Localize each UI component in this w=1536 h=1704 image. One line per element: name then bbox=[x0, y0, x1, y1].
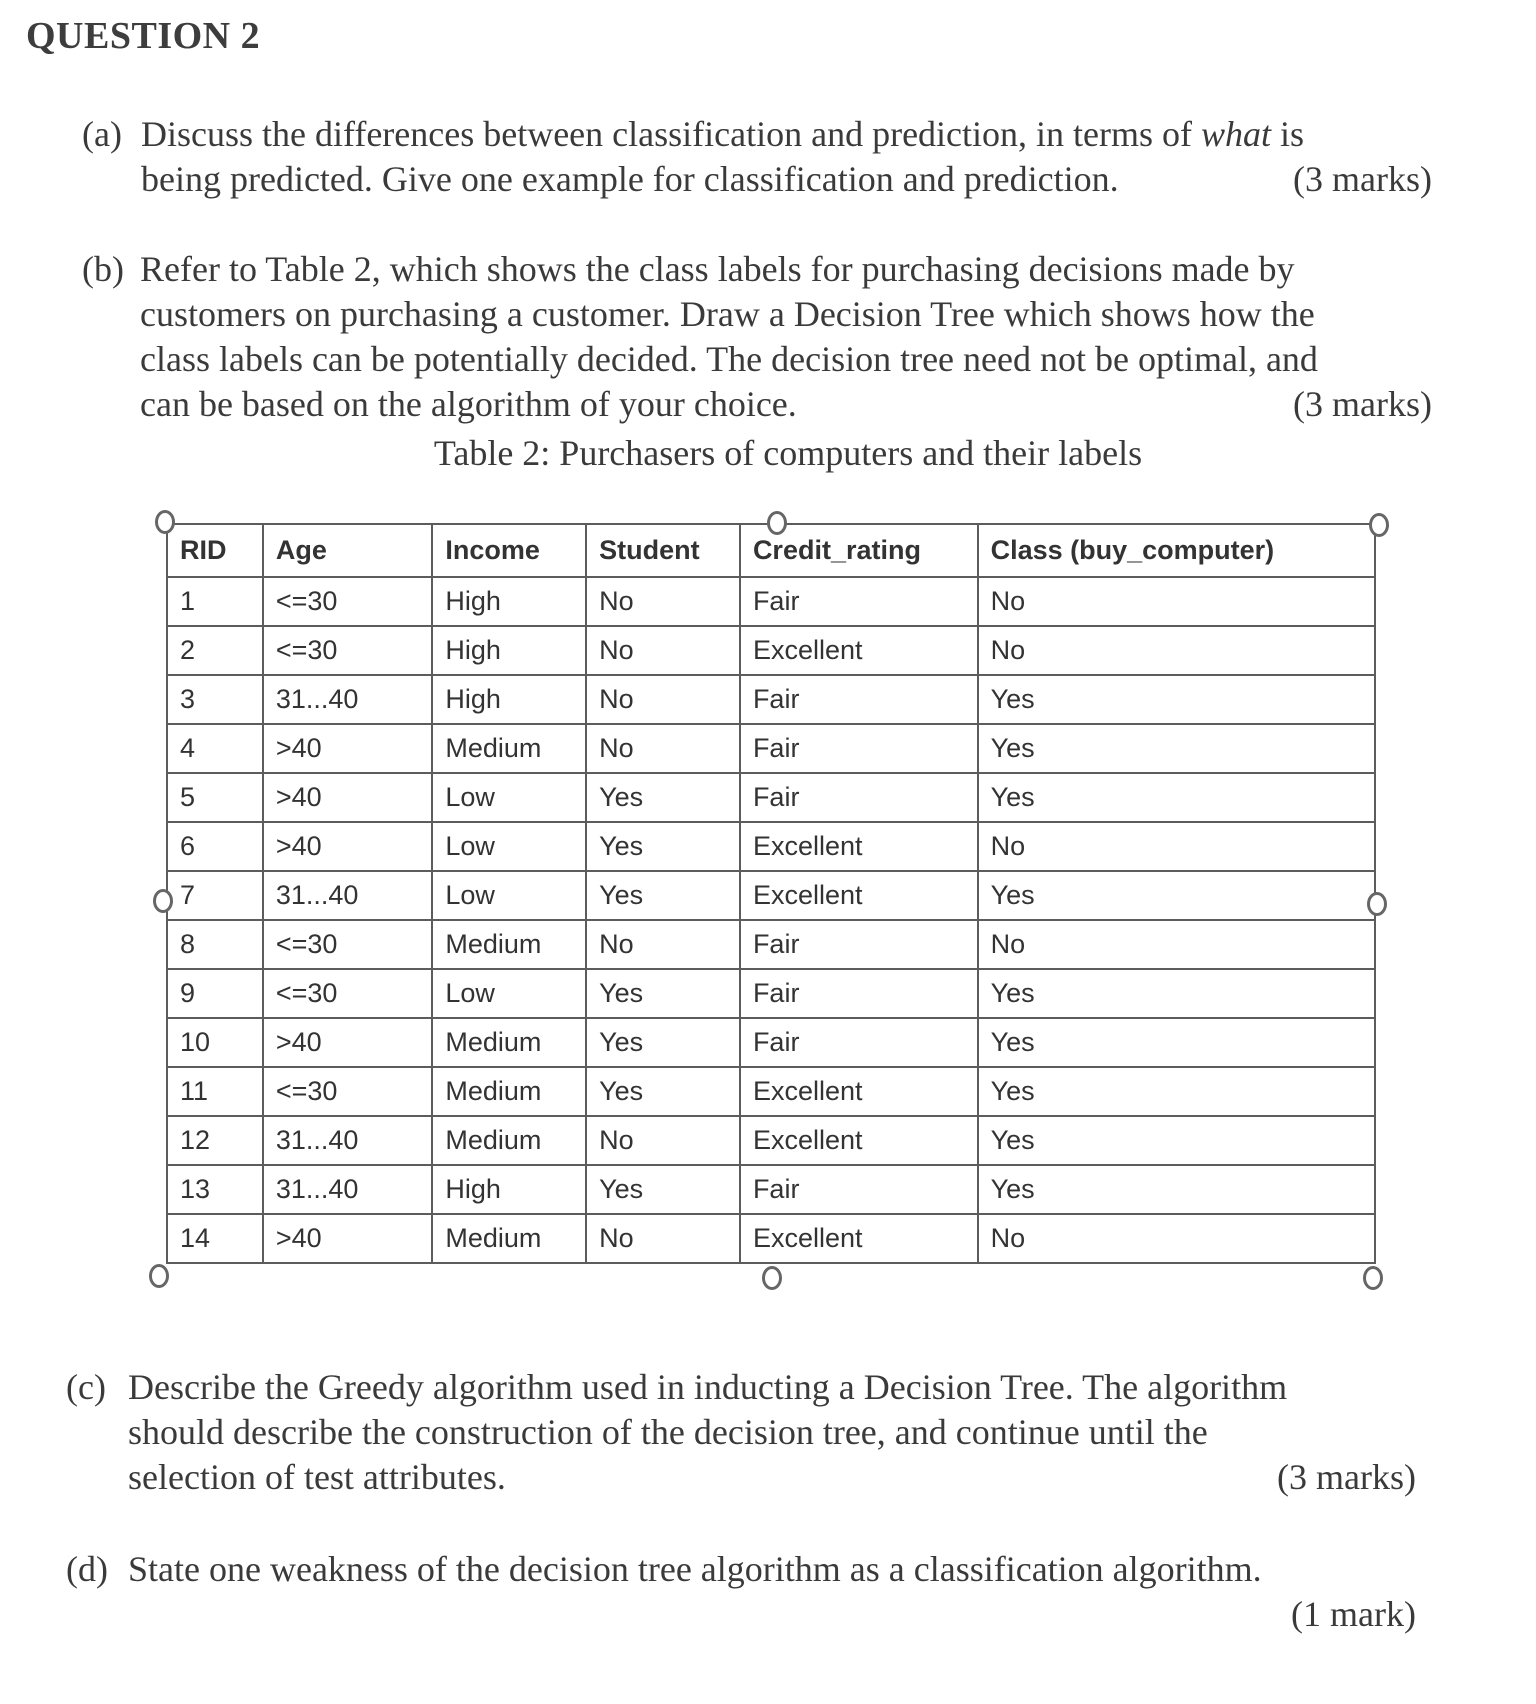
table-cell: <=30 bbox=[263, 626, 433, 675]
table-cell: Yes bbox=[586, 871, 740, 920]
table-cell: Excellent bbox=[740, 626, 978, 675]
table-row bbox=[167, 1067, 1375, 1116]
table-cell: Low bbox=[432, 871, 586, 920]
question-a-text-2: being predicted. Give one example for classification and prediction. bbox=[141, 159, 1119, 199]
table-cell: 31...40 bbox=[263, 1116, 433, 1165]
table-cell: Medium bbox=[432, 724, 586, 773]
table-cell: Low bbox=[432, 773, 586, 822]
table-cell: Yes bbox=[978, 1067, 1375, 1116]
table-cell: 12 bbox=[167, 1116, 263, 1165]
table-cell: High bbox=[432, 626, 586, 675]
table-cell: No bbox=[978, 920, 1375, 969]
question-b-line-3: class labels can be potentially decided. The decision tree need not be optimal, and bbox=[140, 339, 1318, 379]
table-cell: Excellent bbox=[740, 822, 978, 871]
table-cell: Yes bbox=[586, 1067, 740, 1116]
table-row bbox=[167, 773, 1375, 822]
table-cell: Yes bbox=[978, 871, 1375, 920]
resize-handle-middle-left[interactable] bbox=[153, 889, 173, 913]
table-cell: >40 bbox=[263, 1018, 433, 1067]
table-cell: Yes bbox=[978, 675, 1375, 724]
table-cell: Yes bbox=[978, 969, 1375, 1018]
table-row bbox=[167, 724, 1375, 773]
table-cell: Yes bbox=[978, 724, 1375, 773]
question-a bbox=[82, 112, 1432, 202]
table-cell: No bbox=[978, 626, 1375, 675]
table-cell: 5 bbox=[167, 773, 263, 822]
question-a-text-1-tail: is bbox=[1271, 114, 1305, 154]
table-cell: Fair bbox=[740, 724, 978, 773]
table-cell: No bbox=[586, 920, 740, 969]
table-cell: No bbox=[586, 724, 740, 773]
table-cell: Medium bbox=[432, 1214, 586, 1263]
question-b-label: (b) bbox=[82, 249, 124, 289]
column-header: RID bbox=[167, 524, 263, 577]
table-cell: High bbox=[432, 577, 586, 626]
table-cell: No bbox=[586, 1116, 740, 1165]
question-c-marks: (3 marks) bbox=[1277, 1457, 1416, 1497]
table-cell: 1 bbox=[167, 577, 263, 626]
table-cell: 11 bbox=[167, 1067, 263, 1116]
question-a-line-2 bbox=[141, 157, 1432, 202]
column-header: Class (buy_computer) bbox=[978, 524, 1375, 577]
table-row bbox=[167, 1018, 1375, 1067]
table-row bbox=[167, 626, 1375, 675]
column-header: Income bbox=[432, 524, 586, 577]
table-cell: Low bbox=[432, 822, 586, 871]
table-cell: No bbox=[978, 1214, 1375, 1263]
table-cell: Yes bbox=[978, 1018, 1375, 1067]
table-cell: 9 bbox=[167, 969, 263, 1018]
table-cell: 7 bbox=[167, 871, 263, 920]
table-cell: Excellent bbox=[740, 1067, 978, 1116]
question-b-line-4 bbox=[140, 382, 1432, 427]
table-cell: High bbox=[432, 1165, 586, 1214]
table-cell: <=30 bbox=[263, 920, 433, 969]
table-cell: >40 bbox=[263, 773, 433, 822]
question-a-label: (a) bbox=[82, 114, 122, 154]
resize-handle-bottom-center[interactable] bbox=[762, 1266, 782, 1290]
question-a-emphasis: what bbox=[1201, 114, 1272, 154]
table-row bbox=[167, 822, 1375, 871]
table-cell: Excellent bbox=[740, 1214, 978, 1263]
table-cell: Yes bbox=[978, 773, 1375, 822]
table-cell: No bbox=[586, 577, 740, 626]
purchasers-table-container[interactable] bbox=[166, 523, 1376, 1264]
question-c-line-1: Describe the Greedy algorithm used in inducting a Decision Tree. The algorithm bbox=[128, 1367, 1288, 1407]
table-cell: Fair bbox=[740, 1018, 978, 1067]
table-caption: Table 2: Purchasers of computers and their labels bbox=[433, 433, 1143, 473]
resize-handle-top-left[interactable] bbox=[155, 510, 175, 534]
table-row bbox=[167, 920, 1375, 969]
question-d bbox=[66, 1547, 1416, 1637]
table-cell: Fair bbox=[740, 969, 978, 1018]
table-cell: 3 bbox=[167, 675, 263, 724]
table-cell: Fair bbox=[740, 773, 978, 822]
table-cell: 14 bbox=[167, 1214, 263, 1263]
table-cell: 8 bbox=[167, 920, 263, 969]
column-header: Age bbox=[263, 524, 433, 577]
table-cell: Yes bbox=[978, 1165, 1375, 1214]
question-b-line-1: Refer to Table 2, which shows the class labels for purchasing decisions made by bbox=[140, 249, 1295, 289]
table-cell: Medium bbox=[432, 1067, 586, 1116]
table-cell: 6 bbox=[167, 822, 263, 871]
table-cell: Fair bbox=[740, 920, 978, 969]
table-cell: 4 bbox=[167, 724, 263, 773]
question-b-line-2: customers on purchasing a customer. Draw a Decision Tree which shows how the bbox=[140, 294, 1315, 334]
table-cell: No bbox=[978, 577, 1375, 626]
table-row bbox=[167, 1116, 1375, 1165]
question-heading: QUESTION 2 bbox=[26, 15, 261, 57]
table-cell: <=30 bbox=[263, 577, 433, 626]
question-a-marks: (3 marks) bbox=[1293, 159, 1432, 199]
question-c-line-2: should describe the construction of the decision tree, and continue until the bbox=[128, 1412, 1208, 1452]
question-b-marks: (3 marks) bbox=[1293, 384, 1432, 424]
table-row bbox=[167, 577, 1375, 626]
table-cell: Excellent bbox=[740, 1116, 978, 1165]
column-header: Student bbox=[586, 524, 740, 577]
table-cell: Yes bbox=[586, 969, 740, 1018]
table-cell: 2 bbox=[167, 626, 263, 675]
question-d-marks: (1 mark) bbox=[1291, 1594, 1416, 1634]
table-cell: Yes bbox=[586, 1018, 740, 1067]
resize-handle-top-right[interactable] bbox=[1369, 513, 1389, 537]
table-cell: Fair bbox=[740, 577, 978, 626]
table-row bbox=[167, 871, 1375, 920]
table-cell: <=30 bbox=[263, 1067, 433, 1116]
table-cell: Fair bbox=[740, 1165, 978, 1214]
question-d-label: (d) bbox=[66, 1549, 108, 1589]
table-row bbox=[167, 1214, 1375, 1263]
table-cell: No bbox=[586, 626, 740, 675]
table-cell: 31...40 bbox=[263, 871, 433, 920]
table-cell: <=30 bbox=[263, 969, 433, 1018]
table-cell: 31...40 bbox=[263, 1165, 433, 1214]
table-cell: No bbox=[978, 822, 1375, 871]
table-cell: Low bbox=[432, 969, 586, 1018]
table-cell: No bbox=[586, 1214, 740, 1263]
table-cell: >40 bbox=[263, 1214, 433, 1263]
question-d-line-1: State one weakness of the decision tree algorithm as a classification algorithm. bbox=[128, 1549, 1262, 1589]
table-cell: 13 bbox=[167, 1165, 263, 1214]
table-cell: High bbox=[432, 675, 586, 724]
table-cell: Yes bbox=[978, 1116, 1375, 1165]
table-row bbox=[167, 969, 1375, 1018]
resize-handle-bottom-left[interactable] bbox=[149, 1264, 169, 1288]
resize-handle-top-center[interactable] bbox=[767, 511, 787, 535]
column-header: Credit_rating bbox=[740, 524, 978, 577]
table-cell: Fair bbox=[740, 675, 978, 724]
table-cell: 31...40 bbox=[263, 675, 433, 724]
question-b-text-4: can be based on the algorithm of your choice. bbox=[140, 384, 797, 424]
question-a-line-1 bbox=[141, 112, 1432, 157]
table-cell: 10 bbox=[167, 1018, 263, 1067]
table-cell: >40 bbox=[263, 822, 433, 871]
resize-handle-bottom-right[interactable] bbox=[1363, 1266, 1383, 1290]
question-d-line-2 bbox=[128, 1592, 1416, 1637]
purchasers-table bbox=[166, 523, 1376, 1264]
question-c bbox=[66, 1365, 1416, 1500]
question-c-label: (c) bbox=[66, 1367, 106, 1407]
table-cell: Medium bbox=[432, 920, 586, 969]
table-cell: Excellent bbox=[740, 871, 978, 920]
question-c-line-3 bbox=[128, 1455, 1416, 1500]
table-row bbox=[167, 1165, 1375, 1214]
table-cell: Medium bbox=[432, 1018, 586, 1067]
table-cell: No bbox=[586, 675, 740, 724]
table-cell: Yes bbox=[586, 773, 740, 822]
resize-handle-middle-right[interactable] bbox=[1367, 892, 1387, 916]
table-cell: Medium bbox=[432, 1116, 586, 1165]
question-b bbox=[82, 247, 1432, 427]
table-cell: >40 bbox=[263, 724, 433, 773]
question-a-text-1: Discuss the differences between classification and prediction, in terms of bbox=[141, 114, 1201, 154]
table-cell: Yes bbox=[586, 1165, 740, 1214]
question-c-text-3: selection of test attributes. bbox=[128, 1457, 506, 1497]
table-row bbox=[167, 675, 1375, 724]
table-cell: Yes bbox=[586, 822, 740, 871]
